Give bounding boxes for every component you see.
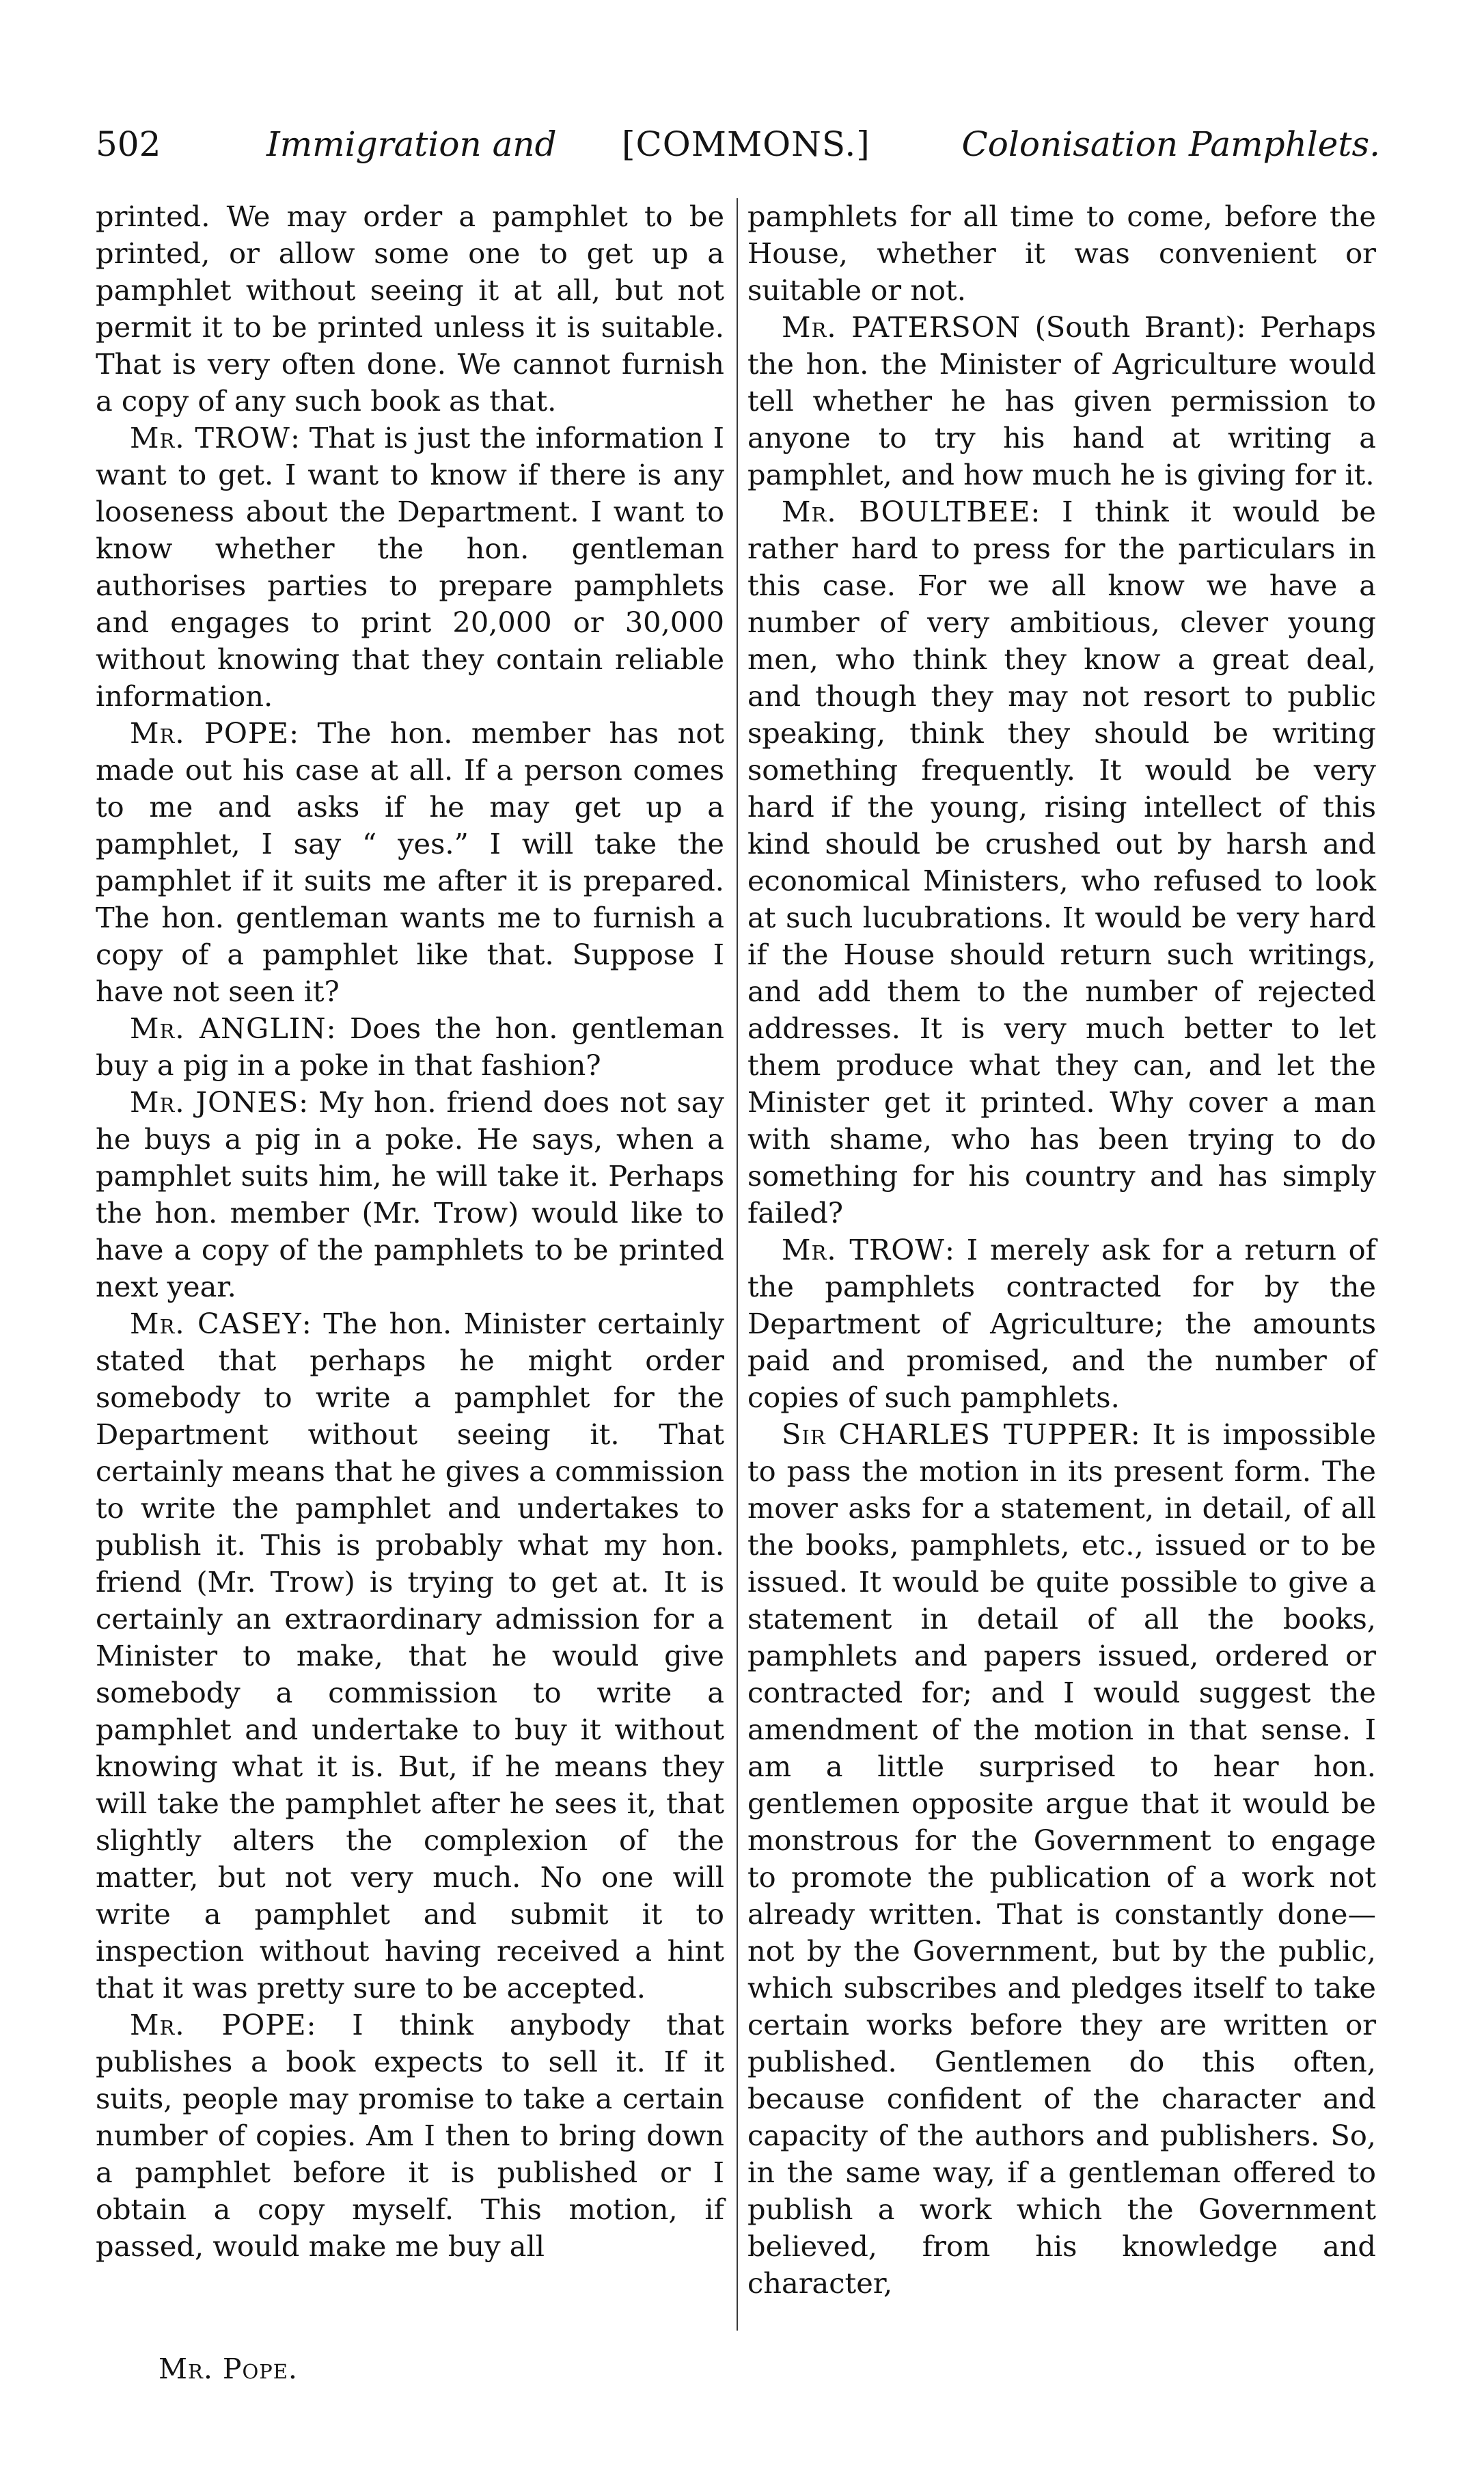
speech-paterson [747, 309, 1376, 493]
left-column [96, 198, 724, 2265]
speaker-name: Mr. PATERSON [782, 310, 1021, 344]
speech-text: : The hon. Minister certainly stated that perhaps he might order somebody to write a pamphlet for the Department without seeing it. That certainly means that he gives a commission to write the pamphlet and undertakes to publish it. This is probably what my hon. friend (Mr. Trow) is trying to get at. It is certainly an extraordinary admission for a Minister to make, that he would give somebody a commission to write a pamphlet and undertake to buy it without knowing what it is. But, if he means they will take the pamphlet after he sees it, that slightly alters the complexion of the matter, but not very much. No one will write a pamphlet and submit it to inspection without having received a hint that it was pretty sure to be accepted. [96, 1307, 724, 2005]
speech-boultbee [747, 493, 1376, 1232]
paragraph: printed. We may order a pamphlet to be printed, or allow some one to get up a pamphlet without seeing it at all, but not permit it to be printed unless it is suitable. That is very often done. We cannot furnish a copy of any such book as that. [96, 200, 724, 418]
speech-text: : I merely ask for a return of the pamphlets contracted for by the Department of Agriculture; the amounts paid and promised, and the number of copies of such pamphlets. [747, 1233, 1376, 1414]
speech-text: : I think it would be rather hard to press for the particulars in this case. For we all know we have a number of very ambitious, clever young men, who think they know a great deal, and though they may not resort to public speaking, think they should be writing something frequently. It would be very hard if the young, rising intellect of this kind should be crushed out by harsh and economical Ministers, who refused to look at such lucubrations. It would be very hard if the House should return such writings, and add them to the number of rejected addresses. It is very much better to let them produce what they can, and let the Minister get it printed. Why cover a man with shame, who has been trying to do something for his country and has simply failed? [747, 495, 1376, 1230]
speaker-name: Mr. CASEY [130, 1307, 302, 1340]
speech-trow-2 [747, 1232, 1376, 1416]
speech-text: : The hon. member has not made out his case at all. If a person comes to me and asks if he may get up a pamphlet, I say “ yes.” I will take the pamphlet if it suits me after it is prepared. The hon. gentleman wants me to furnish a copy of a pamphlet like that. Suppose I have not seen it? [96, 716, 724, 1008]
speech-text: : That is just the information I want to get. I want to know if there is any looseness about the Department. I want to know whether the hon. gentleman authorises parties to prepare pamphlets and engages to print 20,000 or 30,000 without knowing that they contain reliable information. [96, 421, 724, 713]
running-header [96, 120, 1380, 168]
speaker-name: Mr. POPE [130, 2008, 307, 2041]
speech-tupper [747, 1416, 1376, 2302]
speech-pope-2 [96, 2007, 724, 2265]
page-number: 502 [96, 124, 161, 164]
speech-casey [96, 1305, 724, 2007]
speaker-name: Mr. TROW [130, 421, 290, 454]
speech-text: (South Brant): Perhaps the hon. the Minister of Agriculture would tell whether he has given permission to anyone to try his hand at writing a pamphlet, and how much he is giving for it. [747, 310, 1376, 491]
running-title-left: Immigration and [266, 124, 557, 164]
column-divider [737, 198, 738, 2331]
speaker-name: Mr. JONES [130, 1085, 299, 1119]
speaker-name: Mr. BOULTBEE [782, 495, 1031, 528]
speech-text: : It is impossible to pass the motion in its present form. The mover asks for a statement, in detail, of all the books, pamphlets, etc., issued or to be issued. It would be quite possible to give a statement in detail of all the books, pamphlets and papers issued, ordered or contracted for; and I would suggest the amendment of the motion in that sense. I am a little surprised to hear hon. gentlemen opposite argue that it would be monstrous for the Government to engage to promote the publication of a work not already written. That is constantly done—not by the Government, but by the public, which subscribes and pledges itself to take certain works before they are written or published. Gentlemen do this often, because confident of the character and capacity of the authors and publishers. So, in the same way, if a gentleman offered to publish a work which the Government believed, from his knowledge and character, [747, 1417, 1376, 2300]
speech-text: : Does the hon. gentleman buy a pig in a poke in that fashion? [96, 1012, 724, 1082]
right-column [747, 198, 1376, 2302]
speaker-name: Sir CHARLES TUPPER [782, 1417, 1131, 1451]
speaker-name: Mr. POPE [130, 716, 290, 750]
running-title-right: Colonisation Pamphlets. [961, 124, 1380, 164]
speaker-name: Mr. TROW [782, 1233, 945, 1266]
speech-text: : My hon. friend does not say he buys a pig in a poke. He says, when a pamphlet suits him, he will take it. Perhaps the hon. member (Mr. Trow) would like to have a copy of the pamphlets to be printed next year. [96, 1085, 724, 1303]
speech-jones [96, 1084, 724, 1305]
catchword: Mr. Pope. [159, 2352, 298, 2385]
speech-trow [96, 420, 724, 715]
running-title-center: [COMMONS.] [622, 124, 870, 164]
speech-text: : I think anybody that publishes a book expects to sell it. If it suits, people may promise to take a certain number of copies. Am I then to bring down a pamphlet before it is published or I obtain a copy myself. This motion, if passed, would make me buy all [96, 2008, 724, 2263]
paragraph: pamphlets for all time to come, before the House, whether it was convenient or suitable or not. [747, 200, 1376, 307]
speech-anglin [96, 1010, 724, 1084]
speech-pope [96, 715, 724, 1010]
speaker-name: Mr. ANGLIN [130, 1012, 327, 1045]
